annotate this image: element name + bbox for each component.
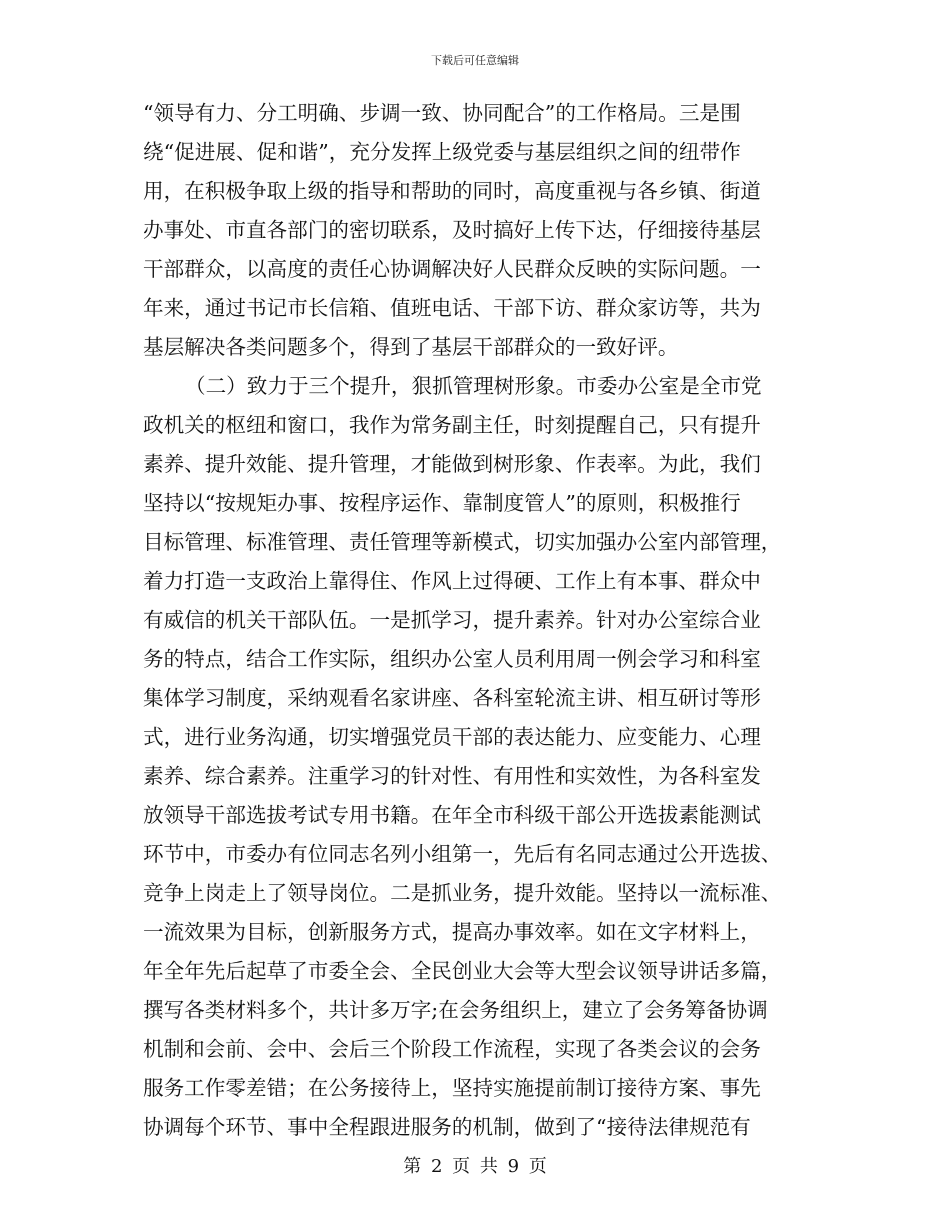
text-line: 一流效果为目标，创新服务方式，提高办事效率。如在文字材料上， xyxy=(143,920,761,944)
text-line: 着力打造一支政治上靠得住、作风上过得硬、工作上有本事、群众中 xyxy=(143,569,761,593)
text-line: 基层解决各类问题多个，得到了基层干部群众的一致好评。 xyxy=(143,335,679,359)
text-line: 素养、提升效能、提升管理，才能做到树形象、作表率。为此，我们 xyxy=(143,452,761,476)
text-line: 集体学习制度，采纳观看名家讲座、各科室轮流主讲、相互研讨等形 xyxy=(143,686,761,710)
text-line: 办事处、市直各部门的密切联系，及时搞好上传下达，仔细接待基层 xyxy=(143,218,761,242)
text-line: 协调每个环节、事中全程跟进服务的机制，做到了“接待法律规范有 xyxy=(143,1115,751,1139)
text-line: 放领导干部选拔考试专用书籍。在年全市科级干部公开选拔素能测试 xyxy=(143,803,761,827)
text-line: 年全年先后起草了市委全会、全民创业大会等大型会议领导讲话多篇， xyxy=(143,959,782,983)
text-line: 素养、综合素养。注重学习的针对性、有用性和实效性，为各科室发 xyxy=(143,764,761,788)
paragraph-first-line: （二）致力于三个提升，狠抓管理树形象。市委办公室是全市党 xyxy=(185,374,762,398)
page-number-footer: 第 2 页 共 9 页 xyxy=(403,1156,547,1177)
text-line: 目标管理、标准管理、责任管理等新模式，切实加强办公室内部管理， xyxy=(143,530,782,554)
page-header: 下载后可任意编辑 xyxy=(431,54,519,67)
text-line: 年来，通过书记市长信箱、值班电话、干部下访、群众家访等，共为 xyxy=(143,296,761,320)
text-line: 务的特点，结合工作实际，组织办公室人员利用周一例会学习和科室 xyxy=(143,647,761,671)
text-line: 机制和会前、会中、会后三个阶段工作流程，实现了各类会议的会务 xyxy=(143,1037,761,1061)
text-line: 竞争上岗走上了领导岗位。二是抓业务，提升效能。坚持以一流标准、 xyxy=(143,881,782,905)
text-line: 有威信的机关干部队伍。一是抓学习，提升素养。针对办公室综合业 xyxy=(143,608,761,632)
text-line: 坚持以“按规矩办事、按程序运作、靠制度管人”的原则，积极推行 xyxy=(143,491,741,515)
text-line: 干部群众，以高度的责任心协调解决好人民群众反映的实际问题。一 xyxy=(143,257,761,281)
text-line: 用，在积极争取上级的指导和帮助的同时，高度重视与各乡镇、街道 xyxy=(143,179,761,203)
text-line: 撰写各类材料多个，共计多万字;在会务组织上，建立了会务筹备协调 xyxy=(143,998,768,1022)
text-line: 环节中，市委办有位同志名列小组第一，先后有名同志通过公开选拔、 xyxy=(143,842,782,866)
text-line: 式，进行业务沟通，切实增强党员干部的表达能力、应变能力、心理 xyxy=(143,725,761,749)
text-line: 政机关的枢纽和窗口，我作为常务副主任，时刻提醒自己，只有提升 xyxy=(143,413,761,437)
text-line: 服务工作零差错；在公务接待上，坚持实施提前制订接待方案、事先 xyxy=(143,1076,761,1100)
text-line: “领导有力、分工明确、步调一致、协同配合”的工作格局。三是围 xyxy=(143,101,741,125)
text-line: 绕“促进展、促和谐”，充分发挥上级党委与基层组织之间的纽带作 xyxy=(143,140,741,164)
